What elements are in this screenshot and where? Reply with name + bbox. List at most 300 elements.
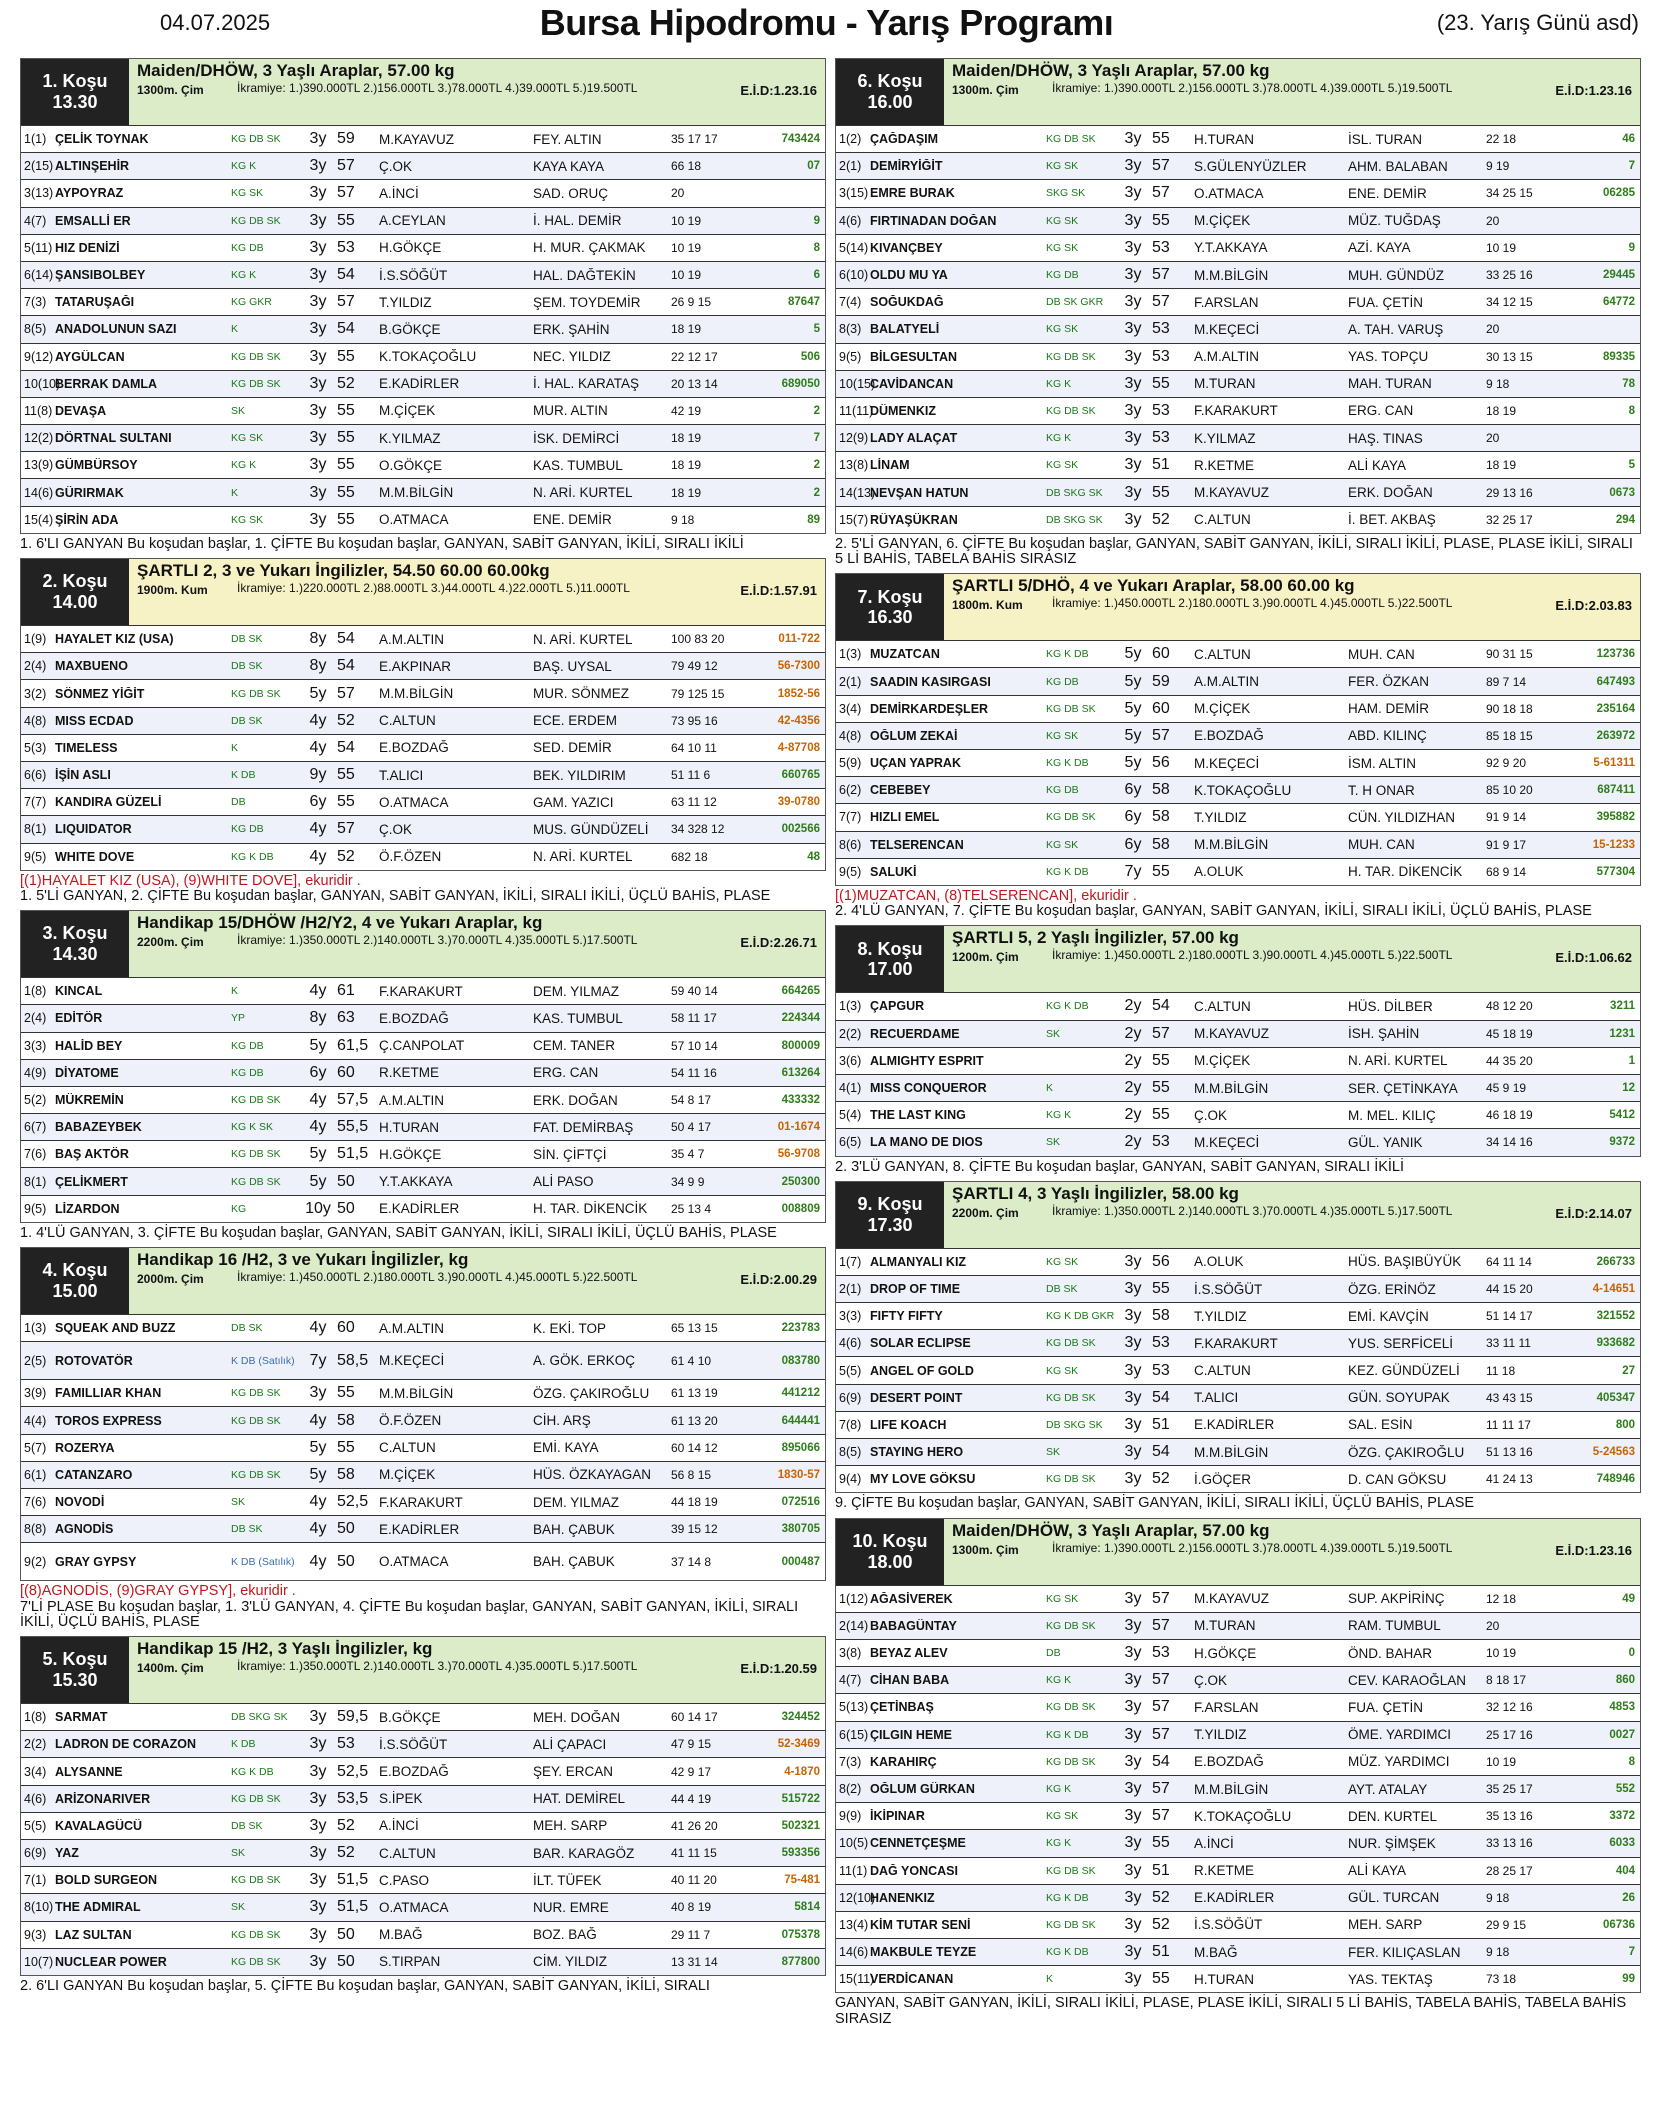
horse-form: 1 xyxy=(1628,1054,1635,1067)
horse-row[interactable] xyxy=(836,695,1640,722)
horse-row[interactable] xyxy=(836,397,1640,424)
horse-row[interactable] xyxy=(836,1302,1640,1329)
horse-row[interactable] xyxy=(21,1434,825,1461)
trainer-name: HAŞ. TINAS xyxy=(1348,430,1423,446)
trainer-name: HAM. DEMİR xyxy=(1348,701,1429,717)
horse-row[interactable] xyxy=(21,1032,825,1059)
horse-equipment: KG SK xyxy=(1046,729,1079,742)
horse-name[interactable]: LİNAM xyxy=(870,458,910,473)
horse-equipment: KG DB SK xyxy=(231,1094,281,1106)
horse-form: 89335 xyxy=(1603,350,1635,363)
horse-name[interactable]: DROP OF TIME xyxy=(870,1282,961,1296)
horse-row[interactable] xyxy=(21,1812,825,1839)
horse-name[interactable]: SARMAT xyxy=(55,1710,108,1725)
horse-row[interactable] xyxy=(836,424,1640,451)
horse-stats: 11 11 17 xyxy=(1486,1417,1531,1432)
race-prize: İkramiye: 1.)390.000TL 2.)156.000TL 3.)78.000TL 4.)39.000TL 5.)19.500TL xyxy=(1052,1540,1453,1555)
trainer-name: M. MEL. KILIÇ xyxy=(1348,1107,1436,1123)
horse-row[interactable] xyxy=(21,1406,825,1433)
horse-name[interactable]: HANENKIZ xyxy=(870,1890,935,1905)
horse-row[interactable] xyxy=(21,1113,825,1140)
horse-row[interactable] xyxy=(21,761,825,788)
jockey-name: M.M.BİLGİN xyxy=(1194,1080,1269,1096)
horse-weight: 52 xyxy=(337,711,355,729)
horse-row[interactable] xyxy=(21,977,825,1004)
horse-name[interactable]: MISS ECDAD xyxy=(55,713,134,728)
horse-name[interactable]: ROTOVATÖR xyxy=(55,1353,133,1368)
horse-row[interactable] xyxy=(21,1341,825,1379)
horse-row[interactable] xyxy=(836,1612,1640,1639)
horse-row[interactable] xyxy=(836,858,1640,885)
horse-number: 4(6) xyxy=(24,1791,47,1806)
horse-row[interactable] xyxy=(836,640,1640,667)
horse-row[interactable] xyxy=(21,343,825,370)
horse-name[interactable]: STAYING HERO xyxy=(870,1445,964,1460)
horse-row[interactable] xyxy=(21,1379,825,1406)
trainer-name: İ. HAL. KARATAŞ xyxy=(533,376,640,392)
race-record: E.İ.D:2.00.29 xyxy=(740,1272,817,1288)
trainer-name: FUA. ÇETİN xyxy=(1348,294,1424,310)
horse-name[interactable]: ÇILGIN HEME xyxy=(870,1727,952,1742)
horse-name[interactable]: MISS CONQUEROR xyxy=(870,1081,987,1096)
horse-name[interactable]: GRAY GYPSY xyxy=(55,1554,137,1569)
horse-name[interactable]: DİYATOME xyxy=(55,1065,119,1080)
horse-name[interactable]: ÇAĞDAŞIM xyxy=(870,132,939,147)
horse-form: 743424 xyxy=(781,133,820,146)
horse-row[interactable] xyxy=(836,1748,1640,1775)
horse-form: 660765 xyxy=(781,769,820,782)
horse-number: 5(5) xyxy=(24,1818,47,1833)
horse-number: 8(5) xyxy=(839,1445,862,1460)
horse-name[interactable]: CATANZARO xyxy=(55,1467,133,1482)
horse-form: 06736 xyxy=(1603,1918,1635,1931)
horse-row[interactable] xyxy=(836,1884,1640,1911)
horse-row[interactable] xyxy=(21,478,825,505)
horse-form: 8 xyxy=(1628,404,1635,417)
horse-age: 3y xyxy=(1124,1443,1142,1461)
horse-name[interactable]: LADRON DE CORAZON xyxy=(55,1737,196,1752)
horse-row[interactable] xyxy=(21,1785,825,1812)
horse-form: 06285 xyxy=(1603,187,1635,200)
horse-row[interactable] xyxy=(836,1721,1640,1748)
horse-name[interactable]: DAĞ YONCASI xyxy=(870,1863,958,1878)
horse-equipment: KG DB SK xyxy=(1046,1619,1096,1632)
horse-name[interactable]: LIFE KOACH xyxy=(870,1417,947,1432)
horse-row[interactable] xyxy=(21,152,825,179)
horse-name[interactable]: BABAGÜNTAY xyxy=(870,1618,957,1633)
jockey-name: T.ALICI xyxy=(1194,1390,1239,1406)
horse-equipment: KG DB xyxy=(231,1066,264,1079)
horse-name[interactable]: THE LAST KING xyxy=(870,1108,966,1123)
horse-equipment: KG DB xyxy=(1046,269,1079,282)
horse-row[interactable] xyxy=(836,1438,1640,1465)
horse-name[interactable]: EMSALLİ ER xyxy=(55,213,131,228)
horse-name[interactable]: SALUKİ xyxy=(870,864,917,879)
horse-age: 3y xyxy=(1124,1915,1142,1933)
horse-age: 6y xyxy=(1124,781,1142,799)
horse-name[interactable]: ALTINŞEHİR xyxy=(55,159,130,174)
horse-name[interactable]: DEVAŞA xyxy=(55,403,107,418)
horse-name[interactable]: SÖNMEZ YİĞİT xyxy=(55,686,145,701)
horse-name[interactable]: SAADIN KASIRGASI xyxy=(870,674,991,689)
horse-name[interactable]: CİHAN BABA xyxy=(870,1673,950,1688)
horse-row[interactable] xyxy=(21,1086,825,1113)
horse-name[interactable]: DEMİRYİĞİT xyxy=(870,159,943,174)
horse-equipment: KG DB xyxy=(1046,784,1079,797)
horse-name[interactable]: BERRAK DAMLA xyxy=(55,376,158,391)
horse-name[interactable]: DESERT POINT xyxy=(870,1390,963,1405)
horse-row[interactable] xyxy=(21,843,825,870)
horse-row[interactable] xyxy=(21,125,825,152)
horse-name[interactable]: SOĞUKDAĞ xyxy=(870,295,944,310)
horse-row[interactable] xyxy=(21,652,825,679)
horse-name[interactable]: OĞLUM GÜRKAN xyxy=(870,1782,975,1797)
horse-name[interactable]: EMRE BURAK xyxy=(870,186,955,201)
horse-row[interactable] xyxy=(836,1465,1640,1492)
race-header xyxy=(836,574,1640,640)
horse-equipment: KG SK xyxy=(1046,1592,1079,1605)
horse-name[interactable]: ŞANSIBOLBEY xyxy=(55,268,146,283)
horse-name[interactable]: BOLD SURGEON xyxy=(55,1873,158,1888)
race-header xyxy=(21,911,825,977)
jockey-name: M.ÇİÇEK xyxy=(379,1467,436,1483)
horse-form: 1830-57 xyxy=(777,1468,820,1481)
horse-row[interactable] xyxy=(836,831,1640,858)
horse-row[interactable] xyxy=(836,1639,1640,1666)
horse-name[interactable]: ARİZONARIVER xyxy=(55,1791,151,1806)
horse-stats: 35 25 17 xyxy=(1486,1782,1533,1797)
horse-row[interactable] xyxy=(836,343,1640,370)
horse-name[interactable]: LA MANO DE DIOS xyxy=(870,1135,983,1150)
horse-name[interactable]: NOVODİ xyxy=(55,1495,105,1510)
jockey-name: F.KARAKURT xyxy=(379,983,463,999)
horse-name[interactable]: GÜRIRMAK xyxy=(55,485,124,500)
horse-name[interactable]: DÜMENKIZ xyxy=(870,403,936,418)
horse-row[interactable] xyxy=(836,1329,1640,1356)
horse-row[interactable] xyxy=(836,1829,1640,1856)
horse-row[interactable] xyxy=(836,1857,1640,1884)
horse-row[interactable] xyxy=(21,734,825,761)
horse-name[interactable]: MUZATCAN xyxy=(870,647,940,662)
horse-name[interactable]: LADY ALAÇAT xyxy=(870,431,958,446)
horse-row[interactable] xyxy=(836,152,1640,179)
horse-stats: 9 18 xyxy=(671,512,695,527)
horse-name[interactable]: WHITE DOVE xyxy=(55,849,135,864)
horse-form: 072516 xyxy=(781,1496,820,1509)
jockey-name: H.GÖKÇE xyxy=(1194,1645,1257,1661)
horse-row[interactable] xyxy=(21,625,825,652)
horse-stats: 10 19 xyxy=(671,240,702,255)
horse-name[interactable]: YAZ xyxy=(55,1846,79,1861)
horse-stats: 10 19 xyxy=(1486,240,1517,255)
trainer-name: NUR. ŞİMŞEK xyxy=(1348,1835,1436,1851)
jockey-name: C.ALTUN xyxy=(1194,1363,1251,1379)
horse-row[interactable] xyxy=(836,125,1640,152)
horse-row[interactable] xyxy=(21,1515,825,1542)
race-number: 9. Koşu xyxy=(857,1194,923,1215)
horse-row[interactable] xyxy=(836,451,1640,478)
horse-row[interactable] xyxy=(836,1275,1640,1302)
horse-row[interactable] xyxy=(836,1411,1640,1438)
horse-row[interactable] xyxy=(836,370,1640,397)
horse-name[interactable]: ÇAPGUR xyxy=(870,999,925,1014)
race-time: 17.00 xyxy=(867,959,913,980)
horse-age: 5y xyxy=(309,684,327,702)
horse-row[interactable] xyxy=(836,1020,1640,1047)
horse-row[interactable] xyxy=(21,288,825,315)
horse-name[interactable]: HIZLI EMEL xyxy=(870,810,940,825)
horse-row[interactable] xyxy=(836,667,1640,694)
horse-row[interactable] xyxy=(21,1314,825,1341)
trainer-name: MUH. CAN xyxy=(1348,646,1415,662)
jockey-name: C.ALTUN xyxy=(1194,646,1251,662)
horse-row[interactable] xyxy=(836,1938,1640,1965)
horse-name[interactable]: ROZERYA xyxy=(55,1440,115,1455)
horse-name[interactable]: TATARUŞAĞI xyxy=(55,295,135,310)
horse-row[interactable] xyxy=(21,1542,825,1580)
horse-number: 9(2) xyxy=(24,1554,47,1569)
horse-name[interactable]: VERDİCANAN xyxy=(870,1972,954,1987)
horse-row[interactable] xyxy=(21,179,825,206)
horse-row[interactable] xyxy=(21,207,825,234)
horse-stats: 18 19 xyxy=(671,458,702,473)
trainer-name: N. ARİ. KURTEL xyxy=(1348,1053,1448,1069)
race-header xyxy=(836,1182,1640,1248)
horse-name[interactable]: ÇELİK TOYNAK xyxy=(55,132,149,147)
horse-row[interactable] xyxy=(21,788,825,815)
horse-row[interactable] xyxy=(21,1195,825,1222)
horse-row[interactable] xyxy=(21,1167,825,1194)
horse-name[interactable]: GÜMBÜRSOY xyxy=(55,458,138,473)
horse-weight: 57 xyxy=(1152,266,1170,284)
horse-age: 3y xyxy=(1124,510,1142,528)
horse-row[interactable] xyxy=(836,1128,1640,1155)
horse-row[interactable] xyxy=(21,1839,825,1866)
horse-name[interactable]: KIVANÇBEY xyxy=(870,240,943,255)
horse-row[interactable] xyxy=(836,1965,1640,1992)
horse-name[interactable]: CEBEBEY xyxy=(870,783,931,798)
horse-name[interactable]: FAMILLIAR KHAN xyxy=(55,1386,162,1401)
horse-table xyxy=(21,977,825,1222)
horse-name[interactable]: SQUEAK AND BUZZ xyxy=(55,1321,176,1336)
horse-name[interactable]: ÇELİKMERT xyxy=(55,1174,128,1189)
horse-name[interactable]: UÇAN YAPRAK xyxy=(870,756,961,771)
trainer-name: NUR. EMRE xyxy=(533,1899,609,1915)
horse-row[interactable] xyxy=(836,776,1640,803)
horse-form: 577304 xyxy=(1596,865,1635,878)
horse-name[interactable]: TIMELESS xyxy=(55,740,118,755)
horse-name[interactable]: KİM TUTAR SENİ xyxy=(870,1917,971,1932)
horse-name[interactable]: NUCLEAR POWER xyxy=(55,1954,167,1969)
horse-name[interactable]: HAYALET KIZ (USA) xyxy=(55,632,174,647)
horse-name[interactable]: KAVALAGÜCÜ xyxy=(55,1818,143,1833)
horse-name[interactable]: FIRTINADAN DOĞAN xyxy=(870,213,997,228)
horse-name[interactable]: İŞİN ASLI xyxy=(55,768,111,783)
horse-name[interactable]: ANADOLUNUN SAZI xyxy=(55,322,177,337)
horse-weight: 53 xyxy=(1152,347,1170,365)
horse-row[interactable] xyxy=(836,1802,1640,1829)
horse-name[interactable]: ALYSANNE xyxy=(55,1764,123,1779)
jockey-name: Ç.OK xyxy=(379,821,413,837)
horse-row[interactable] xyxy=(21,1948,825,1975)
horse-row[interactable] xyxy=(21,234,825,261)
horse-row[interactable] xyxy=(21,1703,825,1730)
horse-name[interactable]: ANGEL OF GOLD xyxy=(870,1363,974,1378)
horse-row[interactable] xyxy=(21,451,825,478)
horse-row[interactable] xyxy=(21,1921,825,1948)
horse-row[interactable] xyxy=(21,1730,825,1757)
horse-row[interactable] xyxy=(21,1004,825,1031)
horse-row[interactable] xyxy=(21,1140,825,1167)
horse-row[interactable] xyxy=(836,1775,1640,1802)
horse-name[interactable]: ÇETİNBAŞ xyxy=(870,1700,934,1715)
horse-row[interactable] xyxy=(836,749,1640,776)
horse-row[interactable] xyxy=(836,1074,1640,1101)
horse-row[interactable] xyxy=(836,992,1640,1019)
horse-name[interactable]: OĞLUM ZEKAİ xyxy=(870,728,958,743)
horse-row[interactable] xyxy=(836,1248,1640,1275)
trainer-name: ALİ KAYA xyxy=(1348,1863,1407,1879)
horse-name[interactable]: KINCAL xyxy=(55,984,103,999)
horse-name[interactable]: RÜYAŞÜKRAN xyxy=(870,512,958,527)
horse-stats: 29 9 15 xyxy=(1486,1917,1527,1932)
horse-name[interactable]: AĞASİVEREK xyxy=(870,1591,953,1606)
horse-age: 8y xyxy=(309,630,327,648)
horse-row[interactable] xyxy=(836,1047,1640,1074)
horse-row[interactable] xyxy=(21,1757,825,1784)
horse-name[interactable]: BABAZEYBEK xyxy=(55,1120,142,1135)
horse-equipment: DB SKG SK xyxy=(231,1711,288,1724)
horse-name[interactable]: LAZ SULTAN xyxy=(55,1927,132,1942)
horse-row[interactable] xyxy=(21,315,825,342)
horse-name[interactable]: OLDU MU YA xyxy=(870,268,948,283)
horse-name[interactable]: LIQUIDATOR xyxy=(55,822,132,837)
horse-row[interactable] xyxy=(21,261,825,288)
horse-row[interactable] xyxy=(836,261,1640,288)
horse-stats: 79 49 12 xyxy=(671,659,718,674)
horse-name[interactable]: KARAHIRÇ xyxy=(870,1754,937,1769)
horse-name[interactable]: SOLAR ECLIPSE xyxy=(870,1336,971,1351)
horse-name[interactable]: CAVİDANCAN xyxy=(870,376,954,391)
horse-weight: 58 xyxy=(1152,781,1170,799)
horse-name[interactable]: AYGÜLCAN xyxy=(55,349,125,364)
horse-age: 3y xyxy=(1124,184,1142,202)
horse-name[interactable]: HIZ DENİZİ xyxy=(55,240,120,255)
race-record: E.İ.D:1.06.62 xyxy=(1555,950,1632,966)
horse-name[interactable]: DÖRTNAL SULTANI xyxy=(55,431,172,446)
horse-equipment: KG K DB xyxy=(1046,648,1089,661)
horse-name[interactable]: KANDIRA GÜZELİ xyxy=(55,795,162,810)
horse-row[interactable] xyxy=(836,1101,1640,1128)
horse-row[interactable] xyxy=(836,234,1640,261)
horse-name[interactable]: MÜKREMİN xyxy=(55,1093,124,1107)
horse-row[interactable] xyxy=(21,397,825,424)
horse-form: 075378 xyxy=(781,1928,820,1941)
horse-form: 506 xyxy=(800,350,820,363)
horse-name[interactable]: TOROS EXPRESS xyxy=(55,1413,162,1428)
horse-name[interactable]: MAKBULE TEYZE xyxy=(870,1945,977,1960)
horse-name[interactable]: MY LOVE GÖKSU xyxy=(870,1472,976,1487)
horse-name[interactable]: MAXBUENO xyxy=(55,659,128,674)
horse-row[interactable] xyxy=(836,1384,1640,1411)
horse-name[interactable]: RECUERDAME xyxy=(870,1026,960,1041)
horse-name[interactable]: CENNETÇEŞME xyxy=(870,1836,966,1851)
horse-name[interactable]: BEYAZ ALEV xyxy=(870,1646,948,1661)
horse-name[interactable]: ŞİRİN ADA xyxy=(55,512,119,527)
horse-row[interactable] xyxy=(836,722,1640,749)
horse-name[interactable]: DEMİRKARDEŞLER xyxy=(870,701,989,716)
horse-weight: 52 xyxy=(1152,1915,1170,1933)
horse-name[interactable]: BALATYELİ xyxy=(870,322,940,337)
horse-row[interactable] xyxy=(836,1585,1640,1612)
horse-stats: 43 43 15 xyxy=(1486,1390,1533,1405)
horse-name[interactable]: ALMIGHTY ESPRIT xyxy=(870,1053,984,1068)
horse-row[interactable] xyxy=(21,1059,825,1086)
horse-name[interactable]: TELSERENCAN xyxy=(870,837,964,852)
horse-row[interactable] xyxy=(836,1666,1640,1693)
horse-name[interactable]: THE ADMIRAL xyxy=(55,1900,141,1915)
horse-row[interactable] xyxy=(836,1911,1640,1938)
horse-row[interactable] xyxy=(21,370,825,397)
horse-name[interactable]: İKİPINAR xyxy=(870,1809,925,1824)
horse-stats: 51 14 17 xyxy=(1486,1309,1533,1324)
horse-row[interactable] xyxy=(21,815,825,842)
horse-row[interactable] xyxy=(836,506,1640,533)
horse-form: 515722 xyxy=(781,1792,820,1805)
horse-row[interactable] xyxy=(836,478,1640,505)
horse-row[interactable] xyxy=(836,315,1640,342)
horse-weight: 55 xyxy=(337,429,355,447)
horse-name[interactable]: LİZARDON xyxy=(55,1201,120,1216)
horse-row[interactable] xyxy=(21,1488,825,1515)
horse-row[interactable] xyxy=(836,1356,1640,1383)
horse-row[interactable] xyxy=(836,207,1640,234)
horse-row[interactable] xyxy=(21,707,825,734)
horse-row[interactable] xyxy=(21,1461,825,1488)
race-info xyxy=(129,559,825,625)
horse-name[interactable]: FIFTY FIFTY xyxy=(870,1309,943,1324)
horse-row[interactable] xyxy=(21,1866,825,1893)
horse-table xyxy=(836,125,1640,533)
horse-name[interactable]: BİLGESULTAN xyxy=(870,349,958,364)
horse-name[interactable]: EDİTÖR xyxy=(55,1011,103,1026)
horse-row[interactable] xyxy=(21,424,825,451)
horse-stats: 34 12 15 xyxy=(1486,295,1533,310)
horse-age: 3y xyxy=(309,320,327,338)
race-record: E.İ.D:1.20.59 xyxy=(740,1661,817,1677)
horse-form: 405347 xyxy=(1596,1391,1635,1404)
horse-number: 3(9) xyxy=(24,1386,47,1401)
horse-row[interactable] xyxy=(21,679,825,706)
horse-name[interactable]: AGNODİS xyxy=(55,1522,114,1537)
horse-stats: 33 11 11 xyxy=(1486,1336,1531,1351)
horse-row[interactable] xyxy=(836,803,1640,830)
horse-name[interactable]: BAŞ AKTÖR xyxy=(55,1147,129,1162)
horse-row[interactable] xyxy=(836,288,1640,315)
horse-name[interactable]: HALİD BEY xyxy=(55,1038,123,1053)
horse-name[interactable]: AYPOYRAZ xyxy=(55,186,124,201)
horse-row[interactable] xyxy=(836,1693,1640,1720)
horse-weight: 55 xyxy=(337,347,355,365)
horse-row[interactable] xyxy=(21,1893,825,1920)
horse-number: 2(1) xyxy=(839,674,862,689)
horse-name[interactable]: ALMANYALI KIZ xyxy=(870,1254,967,1269)
horse-name[interactable]: NEVŞAN HATUN xyxy=(870,485,969,500)
jockey-name: E.KADİRLER xyxy=(379,1521,460,1537)
horse-row[interactable] xyxy=(21,506,825,533)
horse-stats: 51 11 6 xyxy=(671,768,711,783)
horse-row[interactable] xyxy=(836,179,1640,206)
